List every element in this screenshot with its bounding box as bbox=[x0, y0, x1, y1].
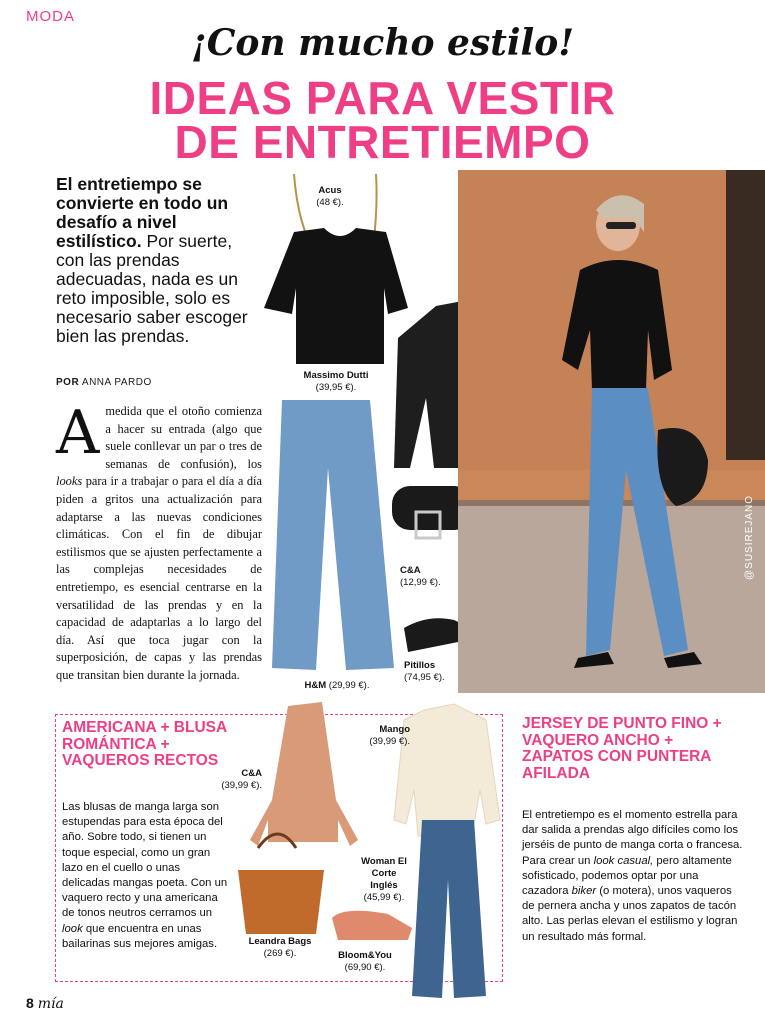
product-label bbox=[240, 936, 320, 960]
product-brand: Bloom&You bbox=[338, 950, 392, 961]
product-label bbox=[292, 680, 382, 692]
product-price: (69,90 €). bbox=[344, 962, 386, 973]
product-brand: H&M bbox=[304, 680, 327, 691]
product-label bbox=[404, 660, 454, 684]
body-part-2: para ir a trabajar o para el día a día piden a gritos una actualización para adaptarse a las nuevas condiciones climáticas. Con el fin de dibujar estilismos que se ajusten perfectamente a las complejas necesidades de entretiempo, es esencial centrarse en la versatilidad de las prendas y en la capacidad de adaptarlas a lo largo del día. Así que toca jugar con la superposición, de capas y las prendas que transitan bien durante la jornada. bbox=[56, 474, 262, 682]
loafer-shoe-image bbox=[404, 618, 458, 656]
flare-jeans-image bbox=[412, 820, 486, 998]
belt-image bbox=[392, 486, 458, 538]
look-box-headline: AMERICANA + BLUSA ROMÁNTICA + VAQUEROS RECTOS bbox=[62, 719, 227, 769]
jeans-image bbox=[272, 400, 394, 670]
footer bbox=[26, 995, 64, 1012]
headline-line-2: DE ENTRETIEMPO bbox=[174, 116, 591, 168]
body-part-1: medida que el otoño comienza a hacer su entrada (algo que suele conllevar un par o tres de semanas de confusión), los bbox=[105, 404, 262, 471]
tote-bag-image bbox=[238, 834, 324, 934]
byline-prefix: POR bbox=[56, 377, 80, 388]
black-top-image bbox=[264, 228, 408, 364]
product-label bbox=[358, 724, 410, 748]
street-style-photo bbox=[458, 170, 765, 693]
look-box-look: look bbox=[62, 922, 83, 935]
product-label bbox=[296, 370, 376, 394]
street-style-photo-illustration bbox=[458, 170, 765, 693]
lead-paragraph bbox=[56, 175, 262, 346]
product-brand: C&A bbox=[400, 565, 421, 576]
right-look-casual: look casual, bbox=[593, 854, 654, 867]
product-price: (39,99 €). bbox=[221, 780, 262, 791]
product-brand: Massimo Dutti bbox=[303, 370, 369, 381]
product-label bbox=[300, 185, 360, 209]
product-label bbox=[330, 950, 400, 974]
byline bbox=[56, 377, 152, 388]
blazer-image bbox=[250, 702, 358, 846]
product-price: (74,95 €). bbox=[404, 672, 445, 683]
product-price: (39,99 €). bbox=[369, 736, 410, 747]
right-text-2: pero altamente sofisticado, podemos optar por una cazadora bbox=[522, 854, 732, 898]
product-brand: C&A bbox=[241, 768, 262, 779]
look-box-text-1: Las blusas de manga larga son estupendas para esta época del año. Sobre todo, si tienen un toque especial, como un gran lazo en el cuello o unas delicadas mangas poeta. Con un vaquero recto y una americana de tonos neutros cerramos un bbox=[62, 801, 228, 920]
product-brand: Mango bbox=[379, 724, 410, 735]
section-tag: MODA bbox=[26, 8, 75, 25]
headline-line-1: IDEAS PARA VESTIR bbox=[149, 72, 616, 124]
byline-author: ANNA PARDO bbox=[81, 377, 152, 388]
product-brand: Pitillos bbox=[404, 660, 436, 671]
right-text-1: El entretiempo es el momento estrella para dar salida a prendas algo difíciles como los jerséis de punto de manga corta o francesa. Para crear un bbox=[522, 809, 743, 867]
body-text bbox=[56, 398, 262, 685]
product-label bbox=[400, 565, 450, 589]
right-text bbox=[522, 808, 744, 945]
body-looks: looks bbox=[56, 474, 83, 489]
headline bbox=[0, 72, 765, 168]
leather-jacket-image bbox=[394, 300, 458, 468]
dropcap: A bbox=[56, 398, 100, 468]
product-price: (45,99 €). bbox=[363, 892, 405, 903]
lead-rest: Por suerte, con las prendas adecuadas, nada es un reto imposible, solo es necesario saber escoger bien las prendas. bbox=[56, 231, 248, 346]
look-box-text-2: que encuentra en unas bailarinas sus mejores amigas. bbox=[62, 922, 218, 950]
product-brand: Leandra Bags bbox=[248, 936, 312, 947]
lead-bold: El entretiempo se convierte en todo un desafío a nivel estilístico. bbox=[56, 174, 229, 251]
right-headline: JERSEY DE PUNTO FINO + VAQUERO ANCHO + ZAPATOS CON PUNTERA AFILADA bbox=[522, 715, 722, 782]
right-biker: biker bbox=[571, 885, 597, 898]
ballet-flat-image bbox=[332, 911, 412, 940]
page-number: 8 bbox=[26, 995, 34, 1011]
product-price: (12,99 €). bbox=[400, 577, 441, 588]
kicker: ¡Con mucho estilo! bbox=[190, 22, 575, 64]
product-price: (29,99 €). bbox=[328, 680, 370, 691]
product-price: (269 €). bbox=[263, 948, 297, 959]
product-price: (48 €). bbox=[316, 197, 344, 208]
product-brand: Acus bbox=[318, 185, 342, 196]
look-box-text bbox=[62, 800, 230, 952]
product-label bbox=[354, 856, 414, 904]
product-illustrations-top bbox=[258, 168, 458, 688]
right-text-3: (o motera), unos vaqueros de pernera ancha y unos zapatos de tacón alto. Las perlas elevan el estilismo y logran un resultado más formal. bbox=[522, 885, 738, 943]
product-label bbox=[210, 768, 262, 792]
photo-credit: @SUSIREJANO bbox=[744, 494, 755, 580]
product-price: (39,95 €). bbox=[315, 382, 357, 393]
magazine-name: mía bbox=[37, 996, 64, 1012]
product-brand: Woman El Corte Inglés bbox=[361, 856, 407, 891]
